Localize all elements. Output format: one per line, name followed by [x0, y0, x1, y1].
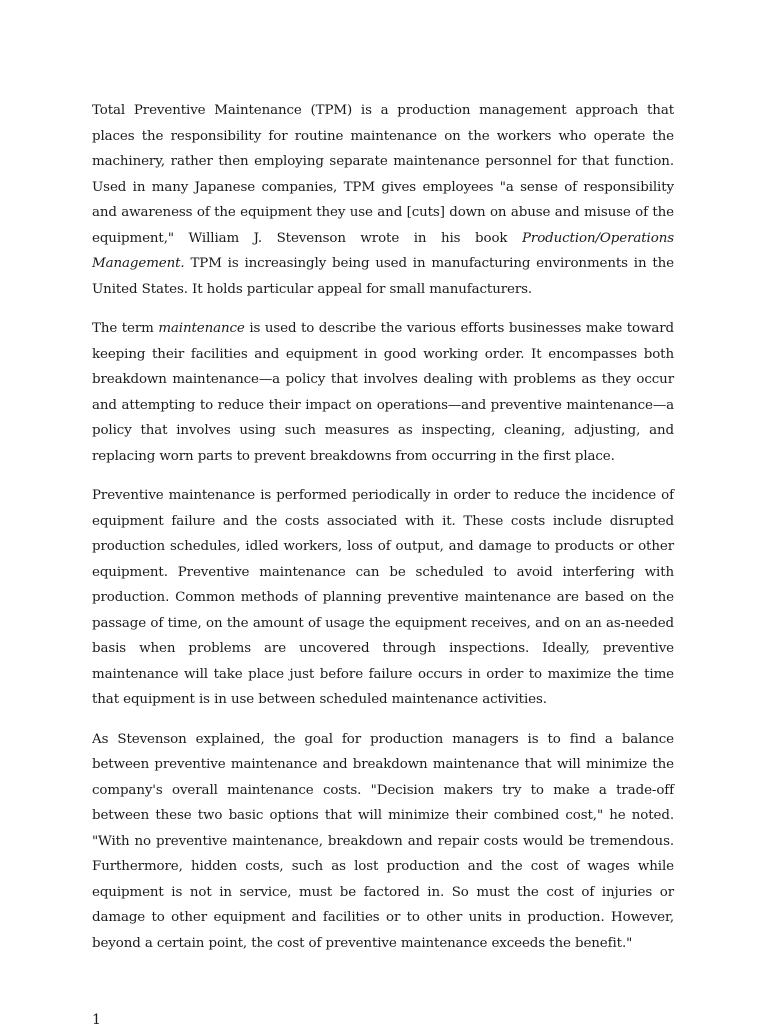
paragraph-text: is used to describe the various efforts businesses make toward keeping their facilities and equipment in good working order. It encompasses both breakdown maintenance—a policy that involves dealing with problems as they occur and attempting to reduce their impact on operations—and preventive maintenance—a policy that involves using such measures as inspecting, cleaning, adjusting, and replacing worn parts to prevent breakdowns from occurring in the first place.	[92, 321, 674, 464]
paragraph-stevenson-balance: As Stevenson explained, the goal for production managers is to find a balance between preventive maintenance and breakdown maintenance that will minimize the company's overall maintenance costs. "Decision makers try to make a trade-off between these two basic options that will minimize their combined cost," he noted. "With no preventive maintenance, breakdown and repair costs would be tremendous. Furthermore, hidden costs, such as lost production and the cost of wages while equipment is not in service, must be factored in. So must the cost of injuries or damage to other equipment and facilities or to other units in production. However, beyond a certain point, the cost of preventive maintenance exceeds the benefit."	[92, 731, 674, 951]
emphasized-term: maintenance	[158, 321, 245, 336]
paragraph-maintenance-definition	[92, 316, 674, 469]
paragraph-preventive-maintenance: Preventive maintenance is performed periodically in order to reduce the incidence of equipment failure and the costs associated with it. These costs include disrupted production schedules, idled workers, loss of output, and damage to products or other equipment. Preventive maintenance can be scheduled to avoid interfering with production. Common methods of planning preventive maintenance are based on the passage of time, on the amount of usage the equipment receives, and on an as-needed basis when problems are uncovered through inspections. Ideally, preventive maintenance will take place just before failure occurs in order to maximize the time that equipment is in use between scheduled maintenance activities.	[92, 488, 674, 707]
paragraph-text: Total Preventive Maintenance (TPM) is a production management approach that places the responsibility for routine maintenance on the workers who operate the machinery, rather then employing separate maintenance personnel for that function. Used in many Japanese companies, TPM gives employees "a sense of responsibility and awareness of the equipment they use and [cuts] down on abuse and misuse of the equipment," William J. Stevenson wrote in his book	[92, 103, 674, 246]
page-number: 1	[92, 1012, 101, 1028]
paragraph-text: TPM is increasingly being used in manufacturing environments in the United States. It holds particular appeal for small manufacturers.	[92, 256, 674, 297]
book-title: Production/Operations Management.	[92, 230, 674, 271]
document-body	[92, 98, 674, 970]
paragraph-text: The term	[92, 321, 159, 336]
paragraph-tpm-intro	[92, 98, 674, 302]
